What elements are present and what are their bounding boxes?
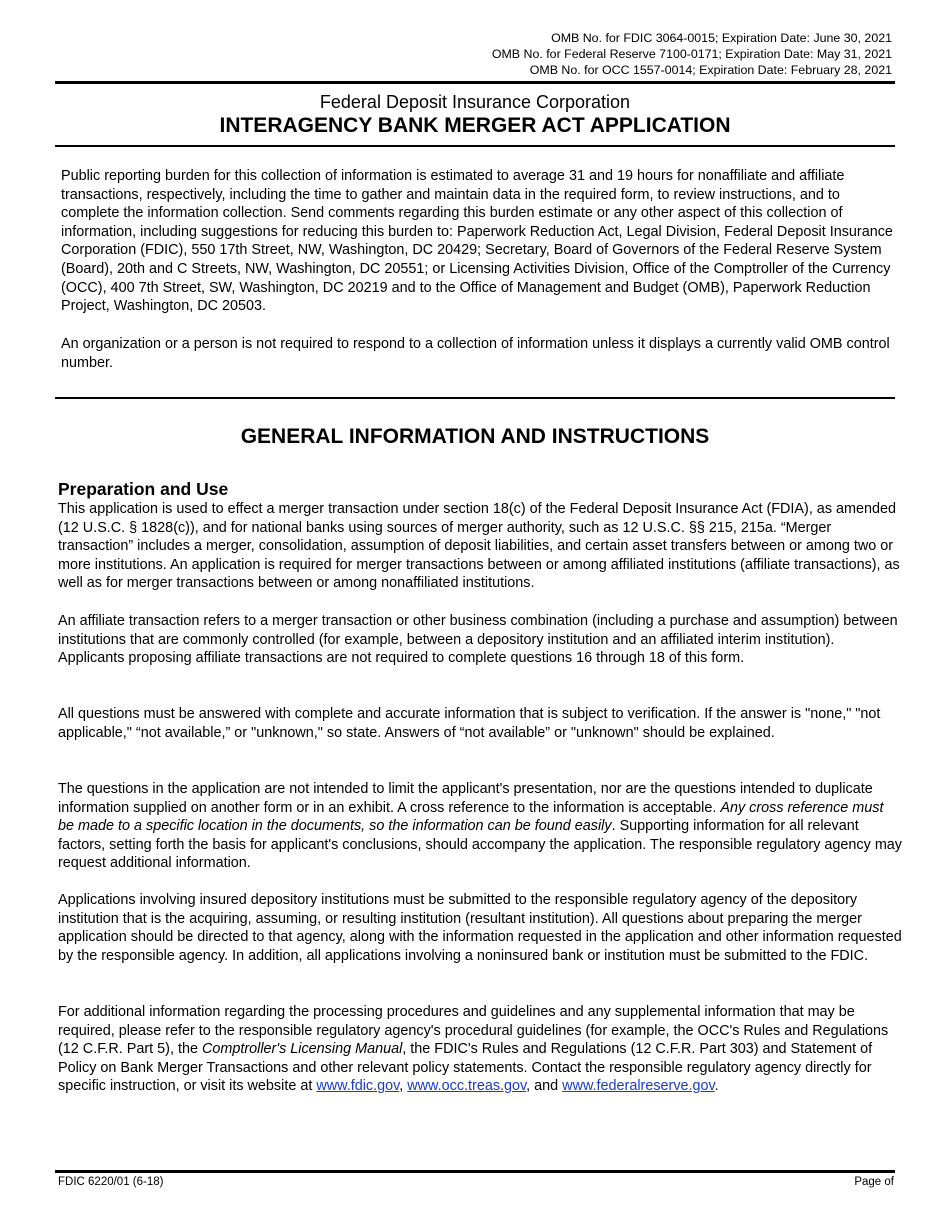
footer-rule xyxy=(55,1170,895,1173)
cross-reference-emphasis: Any cross reference must be made to a specific location in the documents, so the information can be found easily xyxy=(58,799,884,835)
licensing-manual-title: Comptroller's Licensing Manual xyxy=(201,1041,403,1058)
fdic-website-link[interactable]: www.fdic.gov xyxy=(316,1078,400,1095)
agency-name: Federal Deposit Insurance Corporation xyxy=(319,92,631,112)
link-separator-2: , and xyxy=(526,1078,563,1095)
page-number: Page of xyxy=(854,1176,894,1188)
omb-control-notice: An organization or a person is not required to respond to a collection of information unless it displays a currently valid OMB control number. xyxy=(61,336,890,371)
omb-line-fdic: OMB No. for FDIC 3064-0015; Expiration Date: June 30, 2021 xyxy=(551,31,892,45)
form-title: INTERAGENCY BANK MERGER ACT APPLICATION xyxy=(219,114,731,137)
paragraph-purpose: This application is used to effect a merger transaction under section 18(c) of the Federal Deposit Insurance Act (FDIA), as amended (12 U.S.C. § 1828(c)), and for national banks using sources of merger authority, such as 12 U.S.C. §§ 215, 215a. “Merger transaction” includes a merger, consolidation, assumption of deposit liabilities, and certain asset transfers between or among two or more institutions. An application is required for merger transactions between or among affiliated institutions (affiliate transactions), as well as for merger transactions between or among nonaffiliated institutions. xyxy=(58,501,900,592)
burden-statement: Public reporting burden for this collection of information is estimated to average 31 and 19 hours for nonaffiliate and affiliate transactions, respectively, including the time to gather and maintain data in the required form, to review instructions, and to complete the information collection. Send comments regarding this burden estimate or any other aspect of this collection of information, including suggestions for reducing this burden to: Paperwork Reduction Act, Legal Division, Federal Deposit Insurance Corporation (FDIC), 550 17th Street, NW, Washington, DC 20429; Secretary, Board of Governors of the Federal Reserve System (Board), 20th and C Streets, NW, Washington, DC 20551; or Licensing Activities Division, Office of the Comptroller of the Currency (OCC), 400 7th Street, SW, Washington, DC 20219 and to the Office of Management and Budget (OMB), Paperwork Reduction Project, Washington, DC 20503. xyxy=(61,168,893,315)
federal-reserve-website-link[interactable]: www.federalreserve.gov xyxy=(562,1078,715,1095)
sentence-end: . xyxy=(714,1078,719,1095)
occ-website-link[interactable]: www.occ.treas.gov xyxy=(407,1078,527,1095)
header-top-rule xyxy=(55,81,895,84)
additional-info-text-cont: , the FDIC's Rules and Regulations (12 C.F.R. Part 303) and Statement of Policy on Bank Merger Transactions and other relevant policy statements. Contact the responsible regulatory agency directly for specific instruction, or visit its website at xyxy=(58,1041,873,1095)
section-title: GENERAL INFORMATION AND INSTRUCTIONS xyxy=(240,425,710,448)
link-separator-1: , xyxy=(399,1078,408,1095)
additional-info-text: For additional information regarding the processing procedures and guidelines and any supplemental information that may be required, please refer to the responsible regulatory agency's procedural guidelines (for example, the OCC's Rules and Regulations (12 C.F.R. Part 5), the xyxy=(58,1004,889,1058)
omb-line-occ: OMB No. for OCC 1557-0014; Expiration Date: February 28, 2021 xyxy=(529,62,892,77)
cross-reference-text: The questions in the application are not intended to limit the applicant's presentation, nor are the questions intended to duplicate information supplied on another form or in an exhibit. A cross reference to the information is acceptable. xyxy=(58,781,873,816)
section-divider xyxy=(55,397,895,399)
cross-reference-text-cont: . Supporting information for all relevant factors, setting forth the basis for applicant's conclusions, should accompany the application. The responsible regulatory agency may request additional information. xyxy=(58,818,903,872)
paragraph-additional-info xyxy=(58,1003,903,1096)
paragraph-answers: All questions must be answered with complete and accurate information that is subject to verification. If the answer is "none," "not applicable," “not available,” or "unknown," so state. Answers of “not available” or "unknown" should be explained. xyxy=(58,706,881,741)
paragraph-cross-reference xyxy=(58,780,903,873)
omb-numbers xyxy=(492,31,892,78)
paragraph-affiliate: An affiliate transaction refers to a merger transaction or other business combination (including a purchase and assumption) between institutions that are commonly controlled (for example, between a depository institution and an affiliated interim institution). Applicants proposing affiliate transactions are not required to complete questions 16 through 18 of this form. xyxy=(58,613,898,667)
preparation-heading: Preparation and Use xyxy=(58,479,229,499)
form-number: FDIC 6220/01 (6-18) xyxy=(58,1176,164,1188)
header-bottom-rule xyxy=(55,145,895,147)
paragraph-submission: Applications involving insured depository institutions must be submitted to the responsible regulatory agency of the depository institution that is the acquiring, assuming, or resulting institution (resultant institution). All questions about preparing the merger application should be directed to that agency, along with the information requested in the application and other information requested by the responsible agency. In addition, all applications involving a noninsured bank or institution must be submitted to the FDIC. xyxy=(58,892,902,964)
omb-line-federal-reserve: OMB No. for Federal Reserve 7100-0171; Expiration Date: May 31, 2021 xyxy=(491,46,892,61)
